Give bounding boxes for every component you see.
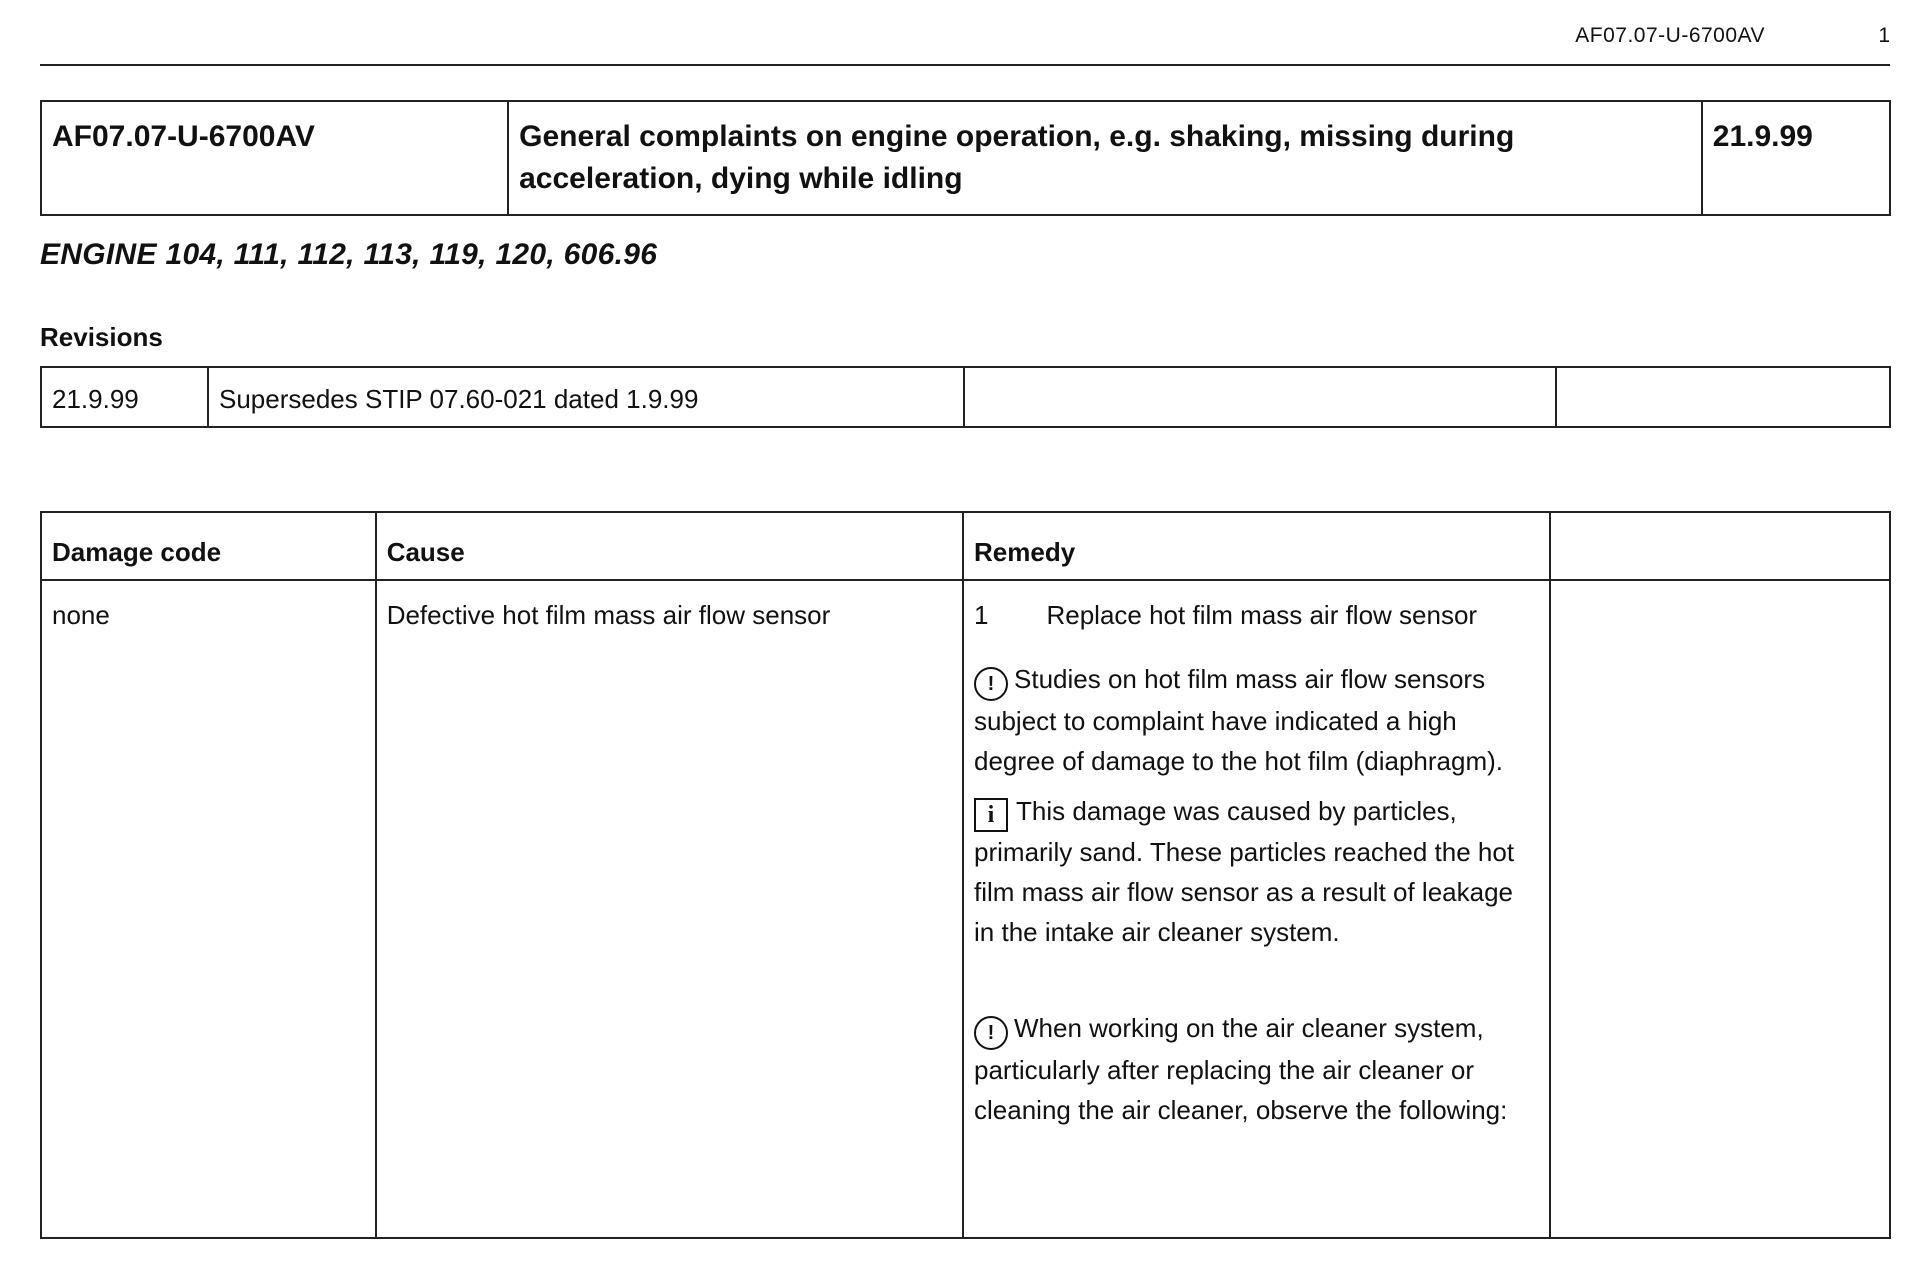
note-paragraph-1: [974, 659, 1539, 781]
header-extra: [1550, 512, 1890, 580]
note-paragraph-2: [974, 1008, 1539, 1130]
remedy-step-number: 1: [974, 600, 989, 630]
info-box-icon: i: [974, 798, 1008, 832]
title-text: General complaints on engine operation, e.g. shaking, missing during acceleration, dying while idling: [508, 101, 1702, 215]
header-cause: Cause: [376, 512, 963, 580]
info-paragraph: [974, 791, 1539, 952]
engine-line: ENGINE 104, 111, 112, 113, 119, 120, 606.96: [40, 238, 658, 271]
cell-remedy: [963, 580, 1550, 1238]
revision-col3: [964, 367, 1556, 427]
revisions-label: Revisions: [40, 322, 163, 352]
revisions-table: [40, 366, 1891, 428]
cell-cause: Defective hot film mass air flow sensor: [376, 580, 963, 1238]
page-header: [40, 20, 1890, 66]
remedy-table: [40, 511, 1891, 1239]
remedy-step-text: Replace hot film mass air flow sensor: [1046, 600, 1478, 630]
title-block: [40, 100, 1891, 216]
cell-extra: [1550, 580, 1890, 1238]
note-1-text: Studies on hot film mass air flow sensors subject to complaint have indicated a high degree of damage to the hot film (diaphragm).: [974, 664, 1503, 776]
header-doc-code: AF07.07-U-6700AV: [1575, 24, 1765, 47]
table-header-row: [41, 512, 1890, 580]
title-code: AF07.07-U-6700AV: [41, 101, 508, 215]
remedy-step: [974, 595, 1539, 635]
cell-damage-code: none: [41, 580, 376, 1238]
header-remedy: Remedy: [963, 512, 1550, 580]
info-1-text: This damage was caused by particles, primarily sand. These particles reached the hot film mass air flow sensor as a result of leakage in the intake air cleaner system.: [974, 796, 1515, 947]
header-damage-code: Damage code: [41, 512, 376, 580]
revision-col4: [1556, 367, 1890, 427]
revision-text: Supersedes STIP 07.60-021 dated 1.9.99: [208, 367, 964, 427]
page-number: 1: [1878, 24, 1890, 47]
title-date: 21.9.99: [1702, 101, 1890, 215]
revision-date: 21.9.99: [41, 367, 208, 427]
table-row: [41, 580, 1890, 1238]
note-circle-icon: !: [974, 1016, 1008, 1050]
revision-row: [41, 367, 1890, 427]
note-2-text: When working on the air cleaner system, particularly after replacing the air cleaner or cleaning the air cleaner, observe the following:: [974, 1013, 1508, 1125]
note-circle-icon: !: [974, 667, 1008, 701]
